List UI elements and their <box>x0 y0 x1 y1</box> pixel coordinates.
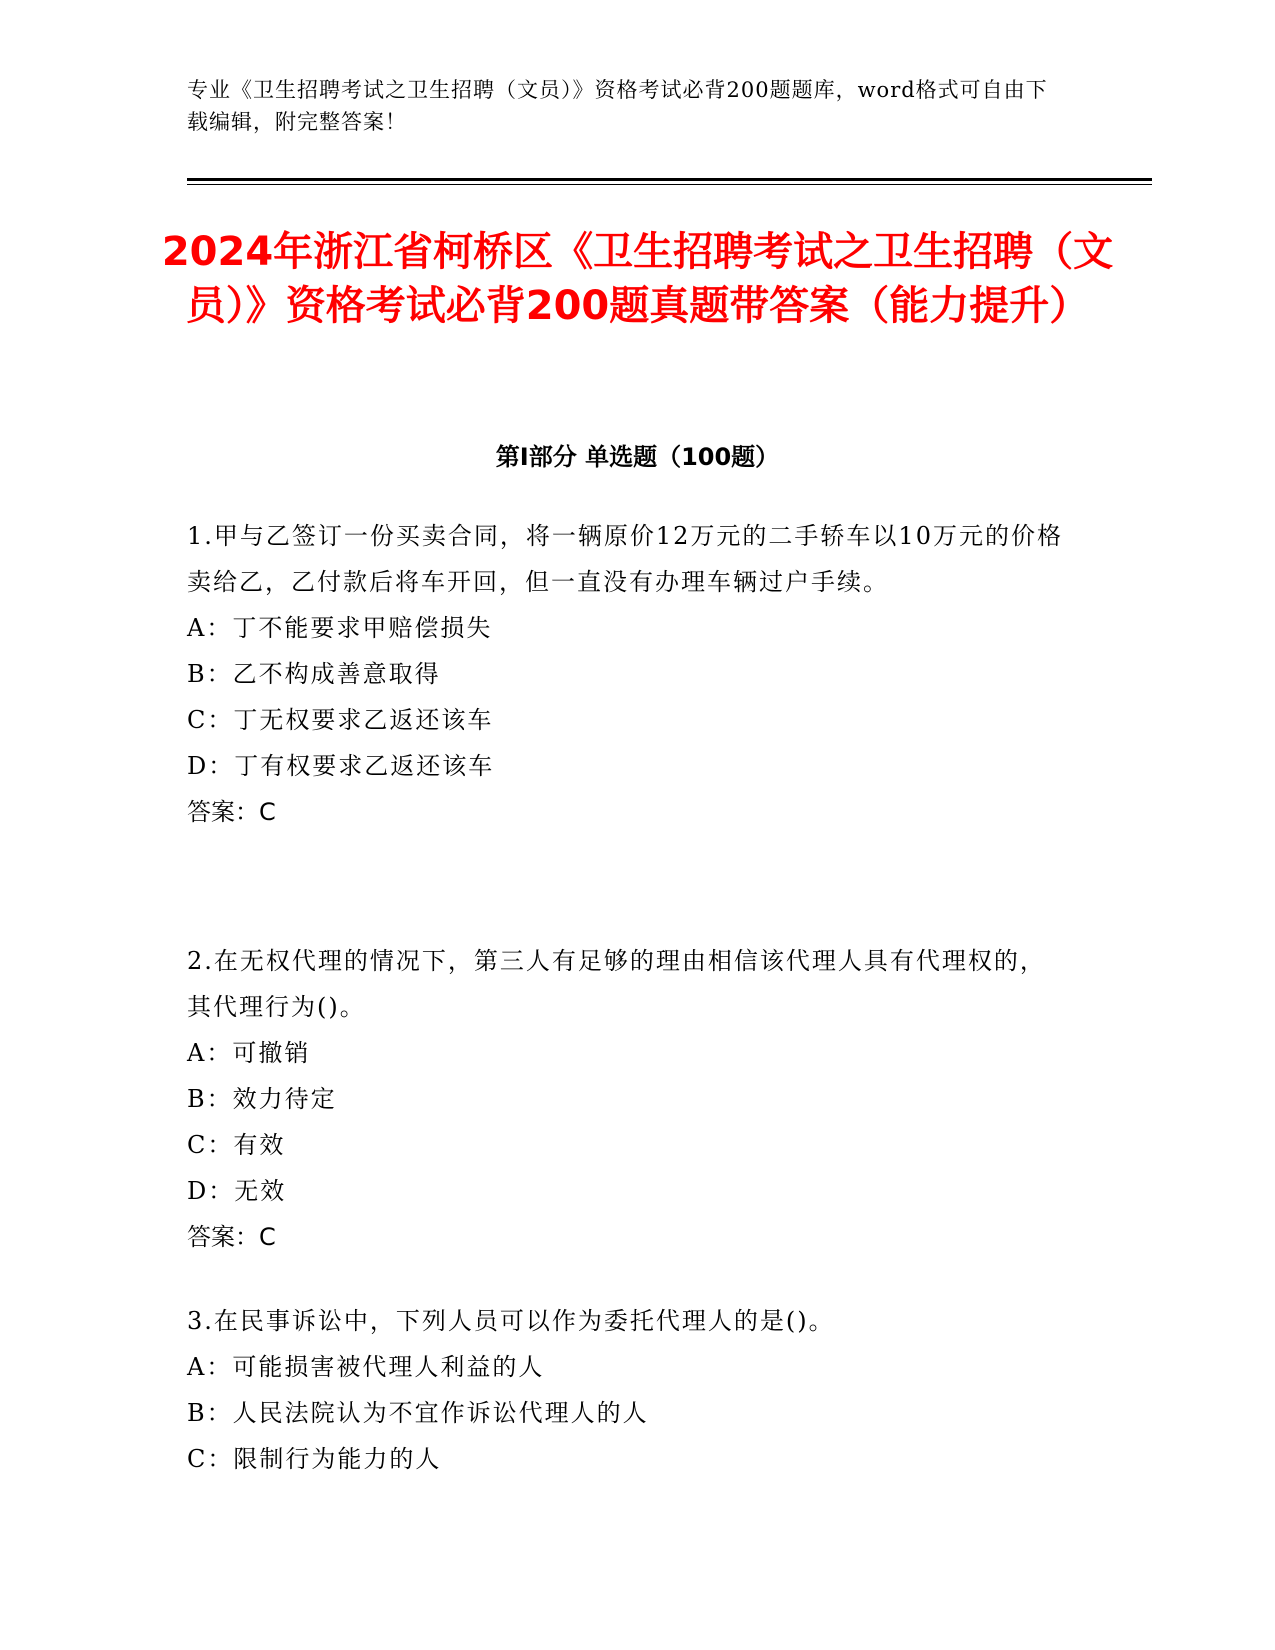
header-note: 专业《卫生招聘考试之卫生招聘（文员）》资格考试必背200题题库，word格式可自由下载编辑，附完整答案！ <box>187 78 1048 134</box>
header-divider-thick <box>187 178 1152 181</box>
question-stem: 3.在民事诉讼中，下列人员可以作为委托代理人的是()。 <box>187 1307 835 1335</box>
option-a: A：可撤销 <box>187 1039 311 1067</box>
option-b: B：人民法院认为不宜作诉讼代理人的人 <box>187 1399 649 1427</box>
answer: 答案：C <box>187 798 276 826</box>
option-a: A：丁不能要求甲赔偿损失 <box>187 614 493 642</box>
option-c: C：限制行为能力的人 <box>187 1445 442 1473</box>
document-title: 2024年浙江省柯桥区《卫生招聘考试之卫生招聘（文员）》资格考试必背200题真题带答案（能力提升） <box>161 229 1114 329</box>
question-3 <box>187 1298 1067 1482</box>
header-divider-thin <box>187 184 1152 185</box>
answer: 答案：C <box>187 1223 276 1251</box>
option-c: C：有效 <box>187 1131 286 1159</box>
option-b: B：乙不构成善意取得 <box>187 660 441 688</box>
option-d: D：无效 <box>187 1177 287 1205</box>
question-stem: 2.在无权代理的情况下，第三人有足够的理由相信该代理人具有代理权的，其代理行为()。 <box>187 947 1046 1021</box>
question-1 <box>187 513 1067 835</box>
option-a: A：可能损害被代理人利益的人 <box>187 1353 545 1381</box>
question-stem: 1.甲与乙签订一份买卖合同，将一辆原价12万元的二手轿车以10万元的价格卖给乙，乙付款后将车开回，但一直没有办理车辆过户手续。 <box>187 522 1063 596</box>
option-d: D：丁有权要求乙返还该车 <box>187 752 495 780</box>
option-c: C：丁无权要求乙返还该车 <box>187 706 494 734</box>
question-2 <box>187 938 1067 1260</box>
section-title: 第Ⅰ部分 单选题（100题） <box>495 443 780 471</box>
option-b: B：效力待定 <box>187 1085 337 1113</box>
